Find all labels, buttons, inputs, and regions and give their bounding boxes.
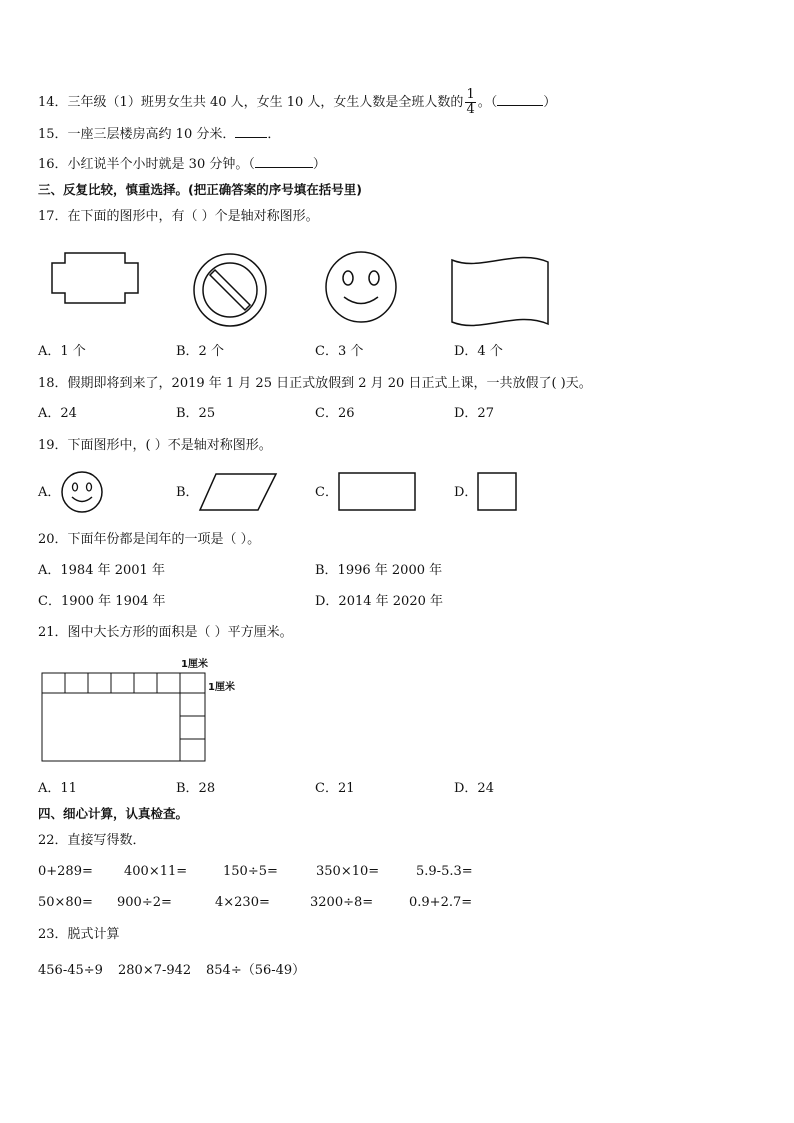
- q14-text: 14．三年级（1）班男女生共 40 人，女生 10 人，女生人数是全班人数的: [38, 95, 464, 110]
- question-20: 20．下面年份都是闰年的一项是（ ）。: [38, 532, 261, 547]
- q15-tail: ．: [267, 127, 281, 142]
- q19-option-d[interactable]: D．: [454, 485, 478, 500]
- q21-right-unit-label: 1厘米: [208, 682, 235, 693]
- q22-item: 5.9-5.3=: [416, 864, 473, 879]
- q16-text: 16．小红说半个小时就是 30 分钟。（: [38, 157, 255, 172]
- question-15: [38, 126, 280, 144]
- q23-item: 854÷（56-49）: [206, 963, 306, 978]
- q22-item: 150÷5=: [223, 864, 278, 879]
- q22-item: 50×80=: [38, 895, 93, 910]
- q14-close: ）: [543, 95, 557, 110]
- q21-option-b[interactable]: B．28: [176, 781, 216, 796]
- q19-option-c[interactable]: C．: [315, 485, 338, 500]
- q16-close: ）: [312, 157, 326, 172]
- q19-option-b[interactable]: B．: [176, 485, 199, 500]
- q19-rectangle-figure: [337, 472, 417, 512]
- answer-blank[interactable]: [235, 137, 267, 138]
- q23-item: 456-45÷9: [38, 963, 103, 978]
- q18-option-a[interactable]: A．24: [38, 406, 77, 421]
- question-16: [38, 156, 326, 174]
- fraction-numerator: 1: [466, 87, 475, 102]
- q22-item: 900÷2=: [117, 895, 172, 910]
- q22-item: 4×230=: [215, 895, 270, 910]
- q23-item: 280×7-942: [118, 963, 192, 978]
- question-14: [38, 88, 556, 117]
- question-18: 18．假期即将到来了，2019 年 1 月 25 日正式放假到 2 月 20 日正式上课，一共放假了( )天。: [38, 376, 592, 391]
- q22-item: 0.9+2.7=: [409, 895, 473, 910]
- question-22: 22．直接写得数．: [38, 833, 146, 848]
- q20-option-b[interactable]: B．1996 年 2000 年: [315, 563, 443, 578]
- question-23: 23．脱式计算: [38, 927, 120, 942]
- q22-item: 400×11=: [124, 864, 188, 879]
- q21-option-d[interactable]: D．24: [454, 781, 494, 796]
- q21-option-a[interactable]: A．11: [38, 781, 77, 796]
- question-17: 17．在下面的图形中，有（ ）个是轴对称图形。: [38, 209, 319, 224]
- q19-option-a[interactable]: A．: [38, 485, 61, 500]
- q20-option-a[interactable]: A．1984 年 2001 年: [38, 563, 165, 578]
- q17-option-d[interactable]: D．4 个: [454, 344, 503, 359]
- q19-square-figure: [476, 472, 518, 512]
- q17-figure-notched-rect: [50, 248, 140, 308]
- q18-option-c[interactable]: C．26: [315, 406, 355, 421]
- question-19: 19．下面图形中，( ）不是轴对称图形。: [38, 438, 272, 453]
- q17-figure-prohibition-sign: [190, 250, 270, 330]
- fraction: [465, 88, 475, 117]
- q21-option-c[interactable]: C．21: [315, 781, 355, 796]
- question-21: 21．图中大长方形的面积是（ ）平方厘米。: [38, 625, 293, 640]
- q22-item: 0+289=: [38, 864, 93, 879]
- q20-option-d[interactable]: D．2014 年 2020 年: [315, 594, 443, 609]
- q21-top-unit-label: 1厘米: [181, 659, 208, 670]
- answer-blank[interactable]: [497, 105, 543, 106]
- q19-parallelogram-figure: [198, 472, 280, 512]
- q20-option-c[interactable]: C．1900 年 1904 年: [38, 594, 166, 609]
- fraction-denominator: 4: [466, 102, 475, 117]
- answer-blank[interactable]: [255, 167, 313, 168]
- q22-item: 350×10=: [316, 864, 380, 879]
- q18-option-d[interactable]: D．27: [454, 406, 494, 421]
- q14-tail: 。（: [477, 95, 498, 110]
- q19-smiley-figure: [60, 470, 104, 514]
- q15-text: 15．一座三层楼房高约 10 分米．: [38, 127, 236, 142]
- q22-item: 3200÷8=: [310, 895, 374, 910]
- q17-option-b[interactable]: B．2 个: [176, 344, 224, 359]
- q17-option-a[interactable]: A．1 个: [38, 344, 86, 359]
- q21-grid-rectangle: [41, 672, 207, 762]
- q17-figure-smiley: [324, 250, 398, 324]
- q18-option-b[interactable]: B．25: [176, 406, 216, 421]
- q17-option-c[interactable]: C．3 个: [315, 344, 364, 359]
- q17-figure-wavy-flag: [446, 254, 554, 334]
- section-4-heading: 四、细心计算，认真检查。: [38, 806, 189, 821]
- section-3-heading: 三、反复比较，慎重选择。(把正确答案的序号填在括号里): [38, 182, 362, 197]
